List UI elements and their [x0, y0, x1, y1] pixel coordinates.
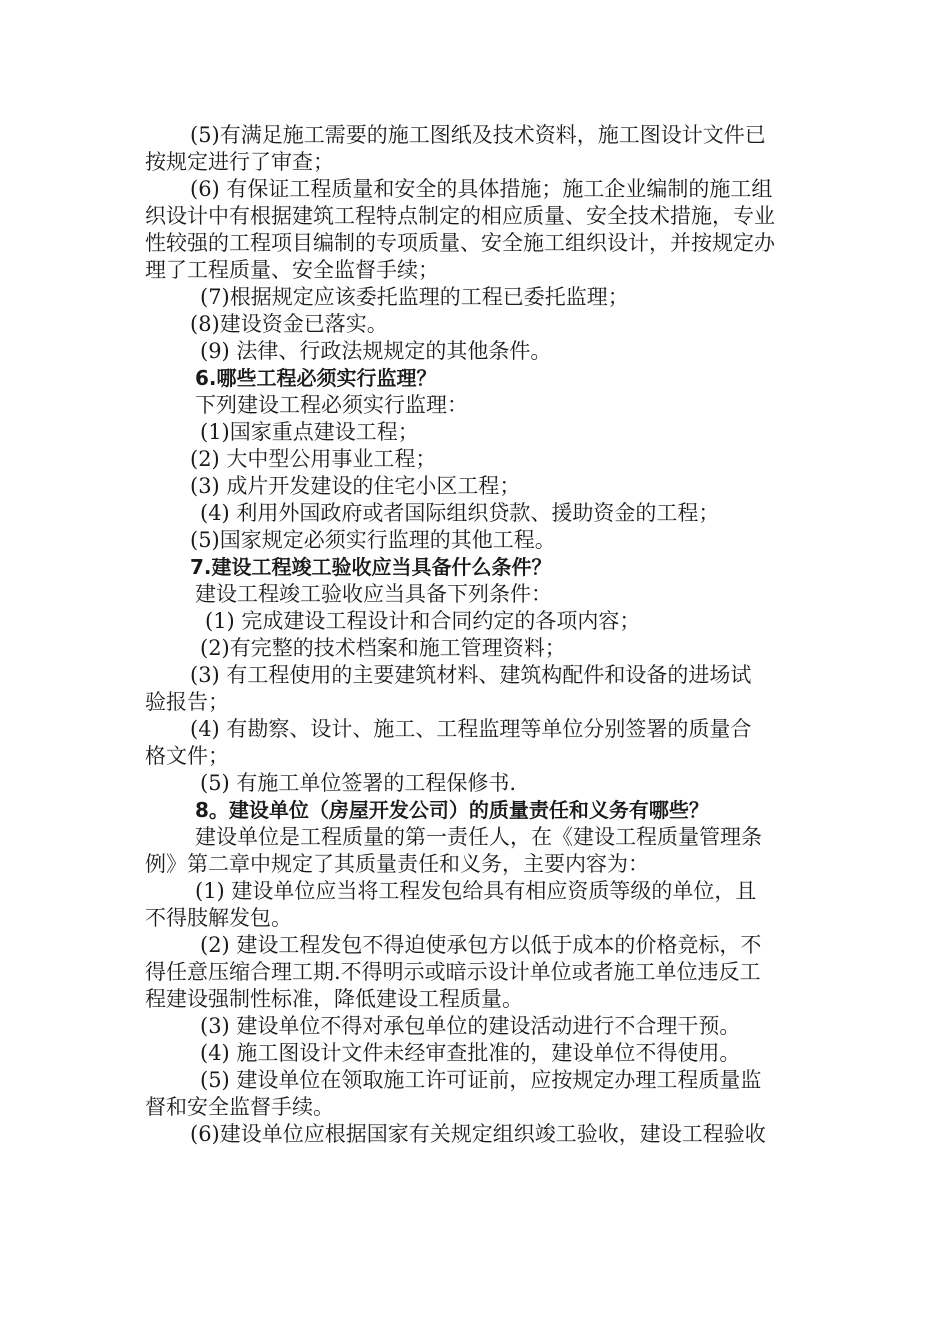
text-line: 验报告； [145, 690, 229, 714]
text-line: (5) 建设单位在领取施工许可证前，应按规定办理工程质量监 [200, 1068, 762, 1092]
text-line: (6)建设单位应根据国家有关规定组织竣工验收，建设工程验收 [190, 1122, 766, 1146]
text-line: 不得肢解发包。 [145, 906, 292, 930]
text-line: (9) 法律、行政法规规定的其他条件。 [200, 339, 552, 363]
text-line: (1)国家重点建设工程； [200, 420, 419, 444]
text-line: (6) 有保证工程质量和安全的具体措施；施工企业编制的施工组 [190, 177, 773, 201]
text-line: (1) 完成建设工程设计和合同约定的各项内容； [205, 609, 641, 633]
text-line: (1) 建设单位应当将工程发包给具有相应资质等级的单位，且 [195, 879, 757, 903]
text-line: 得任意压缩合理工期.不得明示或暗示设计单位或者施工单位违反工 [145, 960, 761, 984]
text-line: (8)建设资金已落实。 [190, 312, 388, 336]
section-heading: 8。建设单位（房屋开发公司）的质量责任和义务有哪些？ [195, 798, 709, 822]
text-line: 下列建设工程必须实行监理： [195, 393, 468, 417]
text-line: 性较强的工程项目编制的专项质量、安全施工组织设计，并按规定办 [145, 231, 775, 255]
text-line: 织设计中有根据建筑工程特点制定的相应质量、安全技术措施，专业 [145, 204, 775, 228]
text-line: 例》第二章中规定了其质量责任和义务，主要内容为： [145, 852, 649, 876]
text-line: 理了工程质量、安全监督手续； [145, 258, 439, 282]
text-line: (5)有满足施工需要的施工图纸及技术资料，施工图设计文件已 [190, 123, 766, 147]
text-line: 建设单位是工程质量的第一责任人，在《建设工程质量管理条 [195, 825, 762, 849]
text-line: (4) 利用外国政府或者国际组织贷款、援助资金的工程； [200, 501, 720, 525]
text-line: (4) 施工图设计文件未经审查批准的，建设单位不得使用。 [200, 1041, 741, 1065]
document-body [145, 122, 810, 1148]
text-line: (5)国家规定必须实行监理的其他工程。 [190, 528, 556, 552]
text-line: (3) 成片开发建设的住宅小区工程； [190, 474, 521, 498]
text-line: (5) 有施工单位签署的工程保修书. [200, 771, 517, 795]
text-line: (2) 大中型公用事业工程； [190, 447, 437, 471]
text-line: (3) 有工程使用的主要建筑材料、建筑构配件和设备的进场试 [190, 663, 752, 687]
text-line: 按规定进行了审查； [145, 150, 334, 174]
text-line: 程建设强制性标准，降低建设工程质量。 [145, 987, 523, 1011]
text-line: (4) 有勘察、设计、施工、工程监理等单位分别签署的质量合 [190, 717, 752, 741]
text-line: 督和安全监督手续。 [145, 1095, 334, 1119]
section-heading: 6.哪些工程必须实行监理？ [195, 366, 437, 390]
text-line: 建设工程竣工验收应当具备下列条件： [195, 582, 552, 606]
text-line: (3) 建设单位不得对承包单位的建设活动进行不合理干预。 [200, 1014, 741, 1038]
text-line: 格文件； [145, 744, 229, 768]
text-line: (7)根据规定应该委托监理的工程已委托监理； [200, 285, 629, 309]
text-line: (2) 建设工程发包不得迫使承包方以低于成本的价格竞标，不 [200, 933, 762, 957]
section-heading: 7.建设工程竣工验收应当具备什么条件？ [190, 555, 552, 579]
text-line: (2)有完整的技术档案和施工管理资料； [200, 636, 566, 660]
